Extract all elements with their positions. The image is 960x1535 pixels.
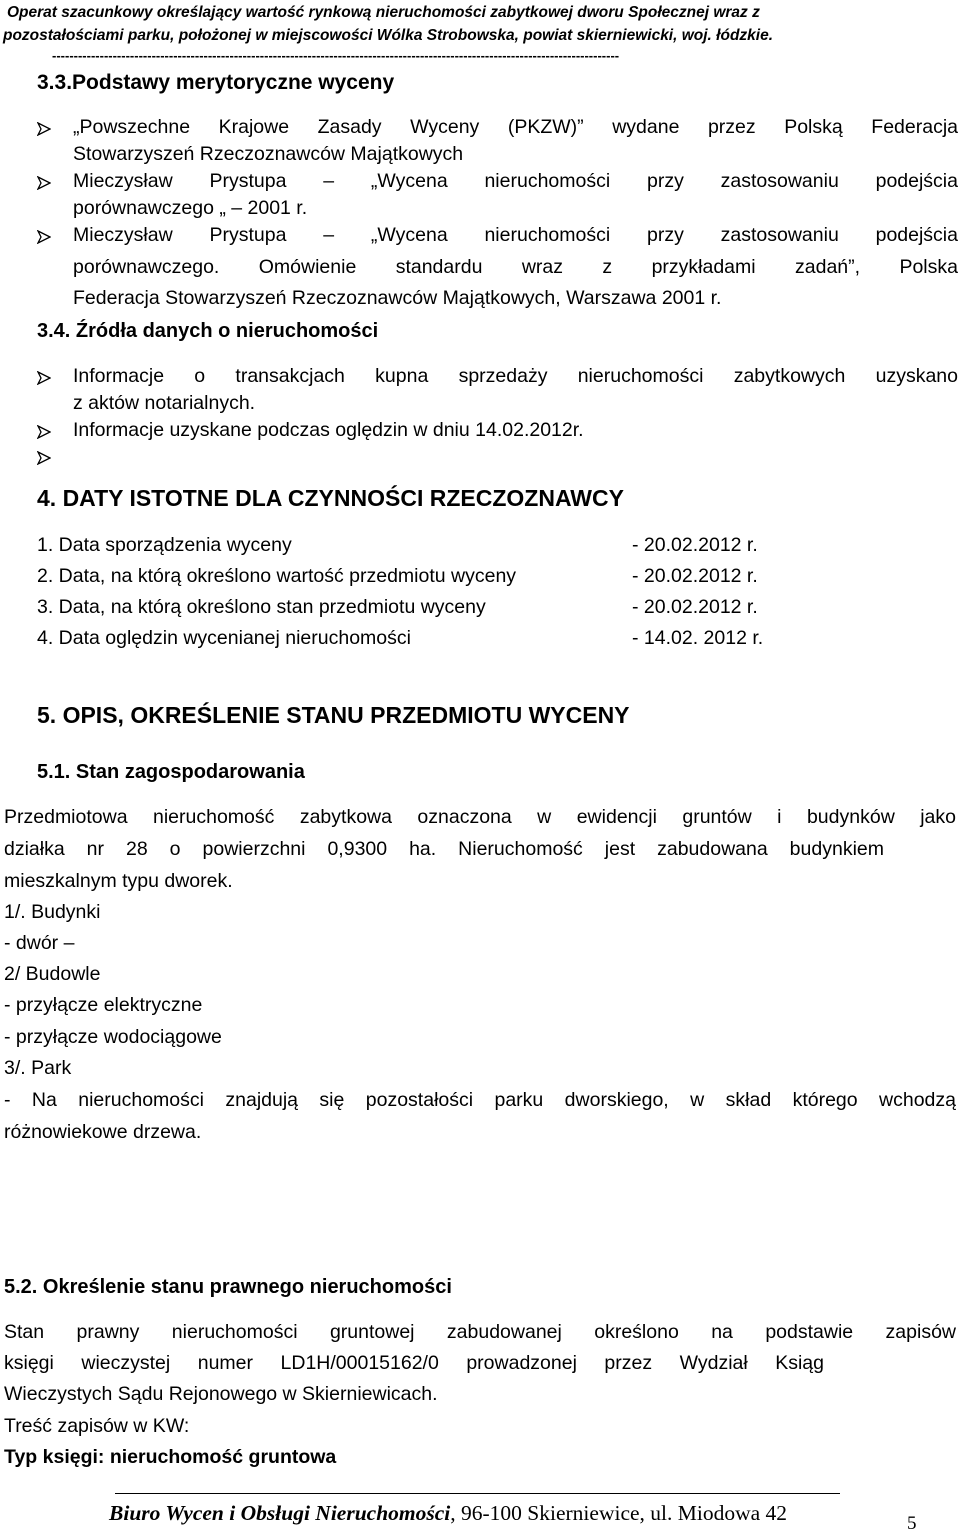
s33-bullet-3-line-3: Federacja Stowarzyszeń Rzeczoznawców Majątkowych, Warszawa 2001 r. <box>73 287 722 309</box>
s52-paragraph-line-3: Wieczystych Sądu Rejonowego w Skierniewicach. <box>4 1383 438 1405</box>
date-row-1-value: - 20.02.2012 r. <box>632 534 758 556</box>
s51-list-item-1: 1/. Budynki <box>4 901 101 923</box>
footer-office: Biuro Wycen i Obsługi Nieruchomości <box>109 1501 451 1525</box>
park-line-2: różnowiekowe drzewa. <box>4 1121 202 1143</box>
arrow-bullet-icon <box>37 371 51 385</box>
s52-paragraph-line-1: Stan prawny nieruchomości gruntowej zabudowanej określono na podstawie zapisów <box>4 1321 956 1343</box>
date-row-4-label: 4. Data oględzin wycenianej nieruchomości <box>37 627 411 649</box>
kw-type: Typ księgi: nieruchomość gruntowa <box>4 1446 337 1468</box>
s34-bullet-2: Informacje uzyskane podczas oględzin w dniu 14.02.2012r. <box>73 419 584 441</box>
park-line-1: - Na nieruchomości znajdują się pozostałości parku dworskiego, w skład którego wchodzą <box>4 1089 956 1111</box>
section-5-heading: 5. OPIS, OKREŚLENIE STANU PRZEDMIOTU WYCENY <box>37 702 630 728</box>
section-5-1-heading: 5.1. Stan zagospodarowania <box>37 761 305 783</box>
s51-list-item-4: - przyłącze elektryczne <box>4 994 203 1016</box>
section-4-heading: 4. DATY ISTOTNE DLA CZYNNOŚCI RZECZOZNAWCY <box>37 485 624 511</box>
s34-bullet-1-line-2: z aktów notarialnych. <box>73 392 256 414</box>
date-row-2-label: 2. Data, na którą określono wartość przedmiotu wyceny <box>37 565 517 587</box>
s51-paragraph-line-3: mieszkalnym typu dworek. <box>4 870 233 892</box>
s51-paragraph-line-1: Przedmiotowa nieruchomość zabytkowa oznaczona w ewidencji gruntów i budynków jako <box>4 806 956 828</box>
footer-text <box>109 1501 787 1526</box>
date-row-4-value: - 14.02. 2012 r. <box>632 627 764 649</box>
arrow-bullet-icon <box>37 176 51 190</box>
arrow-bullet-icon <box>37 230 51 244</box>
page-number: 5 <box>907 1513 917 1534</box>
s51-list-item-3: 2/ Budowle <box>4 963 101 985</box>
header-line-2: pozostałościami parku, położonej w miejscowości Wólka Strobowska, powiat skierniewicki, woj. łódzkie. <box>3 27 774 44</box>
header-line-1: Operat szacunkowy określający wartość rynkową nieruchomości zabytkowej dworu Społecznej wraz z <box>7 4 760 21</box>
arrow-bullet-icon <box>37 451 51 465</box>
s33-bullet-3-line-1: Mieczysław Prystupa – „Wycena nieruchomości przy zastosowaniu podejścia <box>73 224 958 246</box>
section-3-3-heading: 3.3.Podstawy merytoryczne wyceny <box>37 71 395 94</box>
section-5-2-heading: 5.2. Określenie stanu prawnego nieruchomości <box>4 1276 452 1298</box>
header-divider: ----------------------------------------------------------------------------------------------------------------------------------- <box>52 48 620 63</box>
s51-paragraph-line-2: działka nr 28 o powierzchni 0,9300 ha. Nieruchomość jest zabudowana budynkiem <box>4 838 884 860</box>
s33-bullet-3-line-2: porównawczego. Omówienie standardu wraz z przykładami zadań”, Polska <box>73 256 958 278</box>
arrow-bullet-icon <box>37 122 51 136</box>
date-row-3-value: - 20.02.2012 r. <box>632 596 758 618</box>
footer-divider <box>115 1493 840 1494</box>
s51-list-item-5: - przyłącze wodociągowe <box>4 1026 222 1048</box>
s51-list-item-2: - dwór – <box>4 932 75 954</box>
s52-paragraph-line-2: księgi wieczystej numer LD1H/00015162/0 prowadzonej przez Wydział Ksiąg <box>4 1352 824 1374</box>
s51-list-item-6: 3/. Park <box>4 1057 72 1079</box>
date-row-1-label: 1. Data sporządzenia wyceny <box>37 534 292 556</box>
s33-bullet-1-line-1: „Powszechne Krajowe Zasady Wyceny (PKZW)” wydane przez Polską Federacja <box>73 116 958 138</box>
section-3-4-heading: 3.4. Źródła danych o nieruchomości <box>37 320 379 342</box>
s33-bullet-1-line-2: Stowarzyszeń Rzeczoznawców Majątkowych <box>73 143 464 165</box>
s33-bullet-2-line-2: porównawczego „ – 2001 r. <box>73 197 308 219</box>
s34-bullet-1-line-1: Informacje o transakcjach kupna sprzedaży nieruchomości zabytkowych uzyskano <box>73 365 958 387</box>
s33-bullet-2-line-1: Mieczysław Prystupa – „Wycena nieruchomości przy zastosowaniu podejścia <box>73 170 958 192</box>
footer-address: , 96-100 Skierniewice, ul. Miodowa 42 <box>450 1501 788 1525</box>
arrow-bullet-icon <box>37 425 51 439</box>
kw-label: Treść zapisów w KW: <box>4 1415 190 1437</box>
date-row-2-value: - 20.02.2012 r. <box>632 565 758 587</box>
date-row-3-label: 3. Data, na którą określono stan przedmiotu wyceny <box>37 596 486 618</box>
